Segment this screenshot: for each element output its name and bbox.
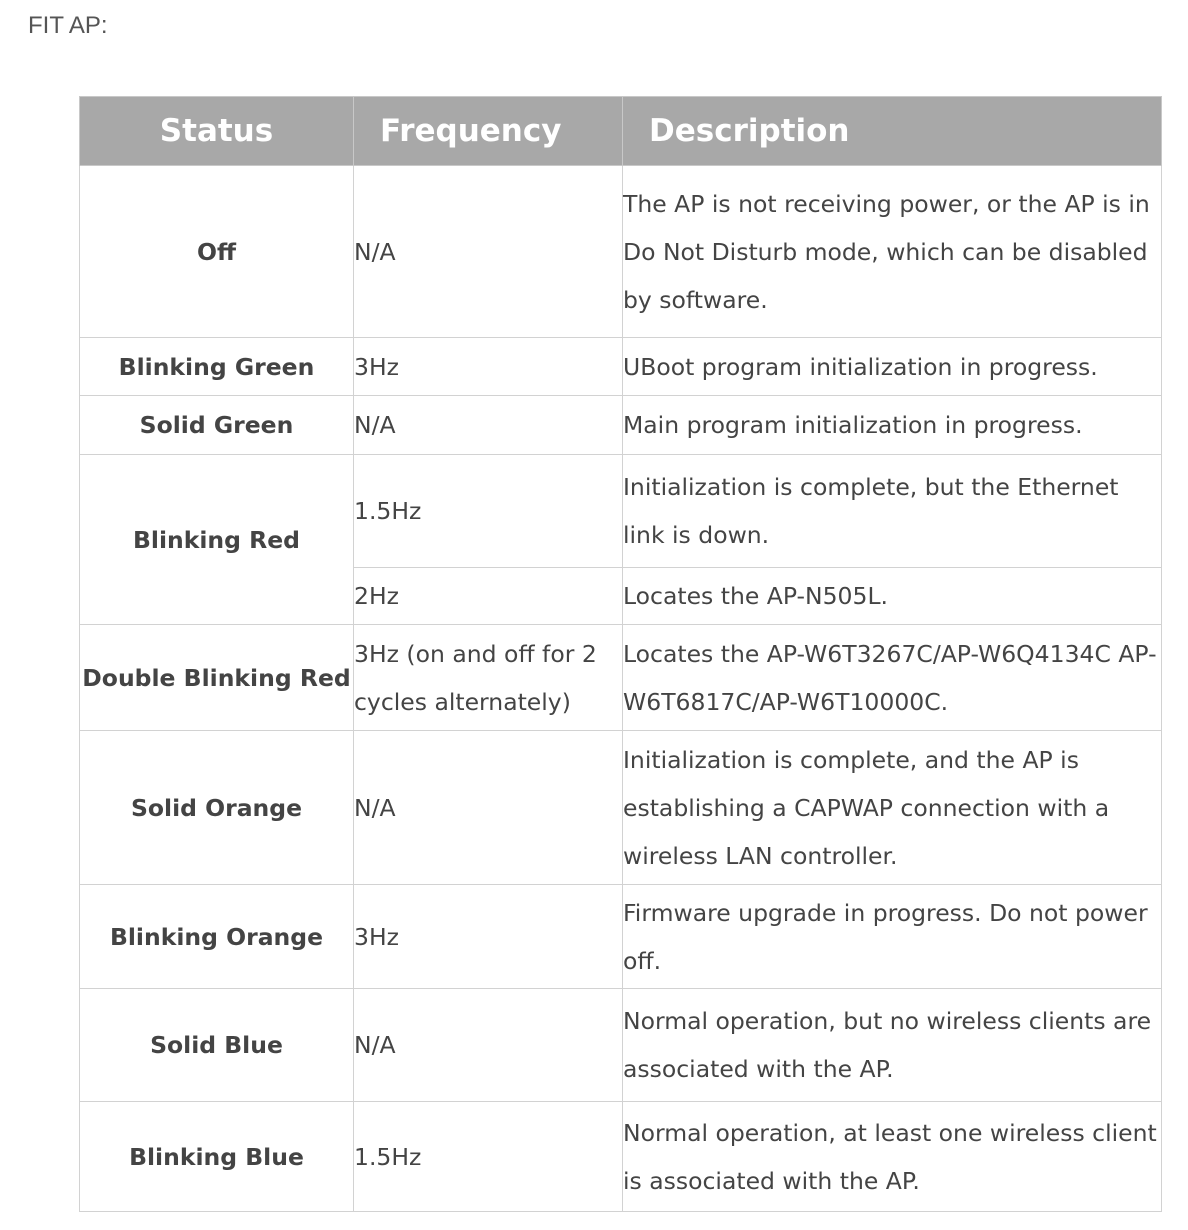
status-cell: Blinking Red xyxy=(80,455,354,625)
frequency-cell: N/A xyxy=(354,989,623,1102)
table-row xyxy=(80,989,1162,1102)
status-cell: Solid Blue xyxy=(80,989,354,1102)
header-frequency: Frequency xyxy=(354,97,623,166)
header-status: Status xyxy=(80,97,354,166)
status-cell: Blinking Orange xyxy=(80,885,354,989)
description-cell: Initialization is complete, but the Ethernet link is down. xyxy=(623,455,1162,568)
table-row xyxy=(80,1102,1162,1212)
frequency-cell: 1.5Hz xyxy=(354,455,623,568)
description-cell: Normal operation, but no wireless clients are associated with the AP. xyxy=(623,989,1162,1102)
description-cell: Locates the AP-W6T3267C/AP-W6Q4134C AP-W6T6817C/AP-W6T10000C. xyxy=(623,625,1162,731)
status-cell: Blinking Green xyxy=(80,338,354,396)
description-cell: Firmware upgrade in progress. Do not power off. xyxy=(623,885,1162,989)
frequency-cell: 3Hz xyxy=(354,338,623,396)
table-header-row xyxy=(80,97,1162,166)
description-cell: Initialization is complete, and the AP is establishing a CAPWAP connection with a wireless LAN controller. xyxy=(623,731,1162,885)
status-cell: Solid Green xyxy=(80,396,354,455)
status-cell: Off xyxy=(80,166,354,338)
status-cell: Blinking Blue xyxy=(80,1102,354,1212)
frequency-cell: 1.5Hz xyxy=(354,1102,623,1212)
frequency-cell: N/A xyxy=(354,731,623,885)
table-row xyxy=(80,625,1162,731)
table-row xyxy=(80,885,1162,989)
table-row xyxy=(80,731,1162,885)
status-cell: Solid Orange xyxy=(80,731,354,885)
table-row xyxy=(80,396,1162,455)
frequency-cell: N/A xyxy=(354,166,623,338)
description-cell: Main program initialization in progress. xyxy=(623,396,1162,455)
description-cell: UBoot program initialization in progress. xyxy=(623,338,1162,396)
header-description: Description xyxy=(623,97,1162,166)
description-cell: Normal operation, at least one wireless client is associated with the AP. xyxy=(623,1102,1162,1212)
description-cell: Locates the AP-N505L. xyxy=(623,568,1162,625)
table-row xyxy=(80,455,1162,568)
table-row xyxy=(80,166,1162,338)
led-status-table xyxy=(79,96,1162,1212)
description-cell: The AP is not receiving power, or the AP is in Do Not Disturb mode, which can be disabled by software. xyxy=(623,166,1162,338)
frequency-cell: 3Hz xyxy=(354,885,623,989)
status-cell: Double Blinking Red xyxy=(80,625,354,731)
frequency-cell: 2Hz xyxy=(354,568,623,625)
frequency-cell: 3Hz (on and off for 2 cycles alternately) xyxy=(354,625,623,731)
frequency-cell: N/A xyxy=(354,396,623,455)
section-caption: FIT AP: xyxy=(28,12,108,39)
table-row xyxy=(80,338,1162,396)
